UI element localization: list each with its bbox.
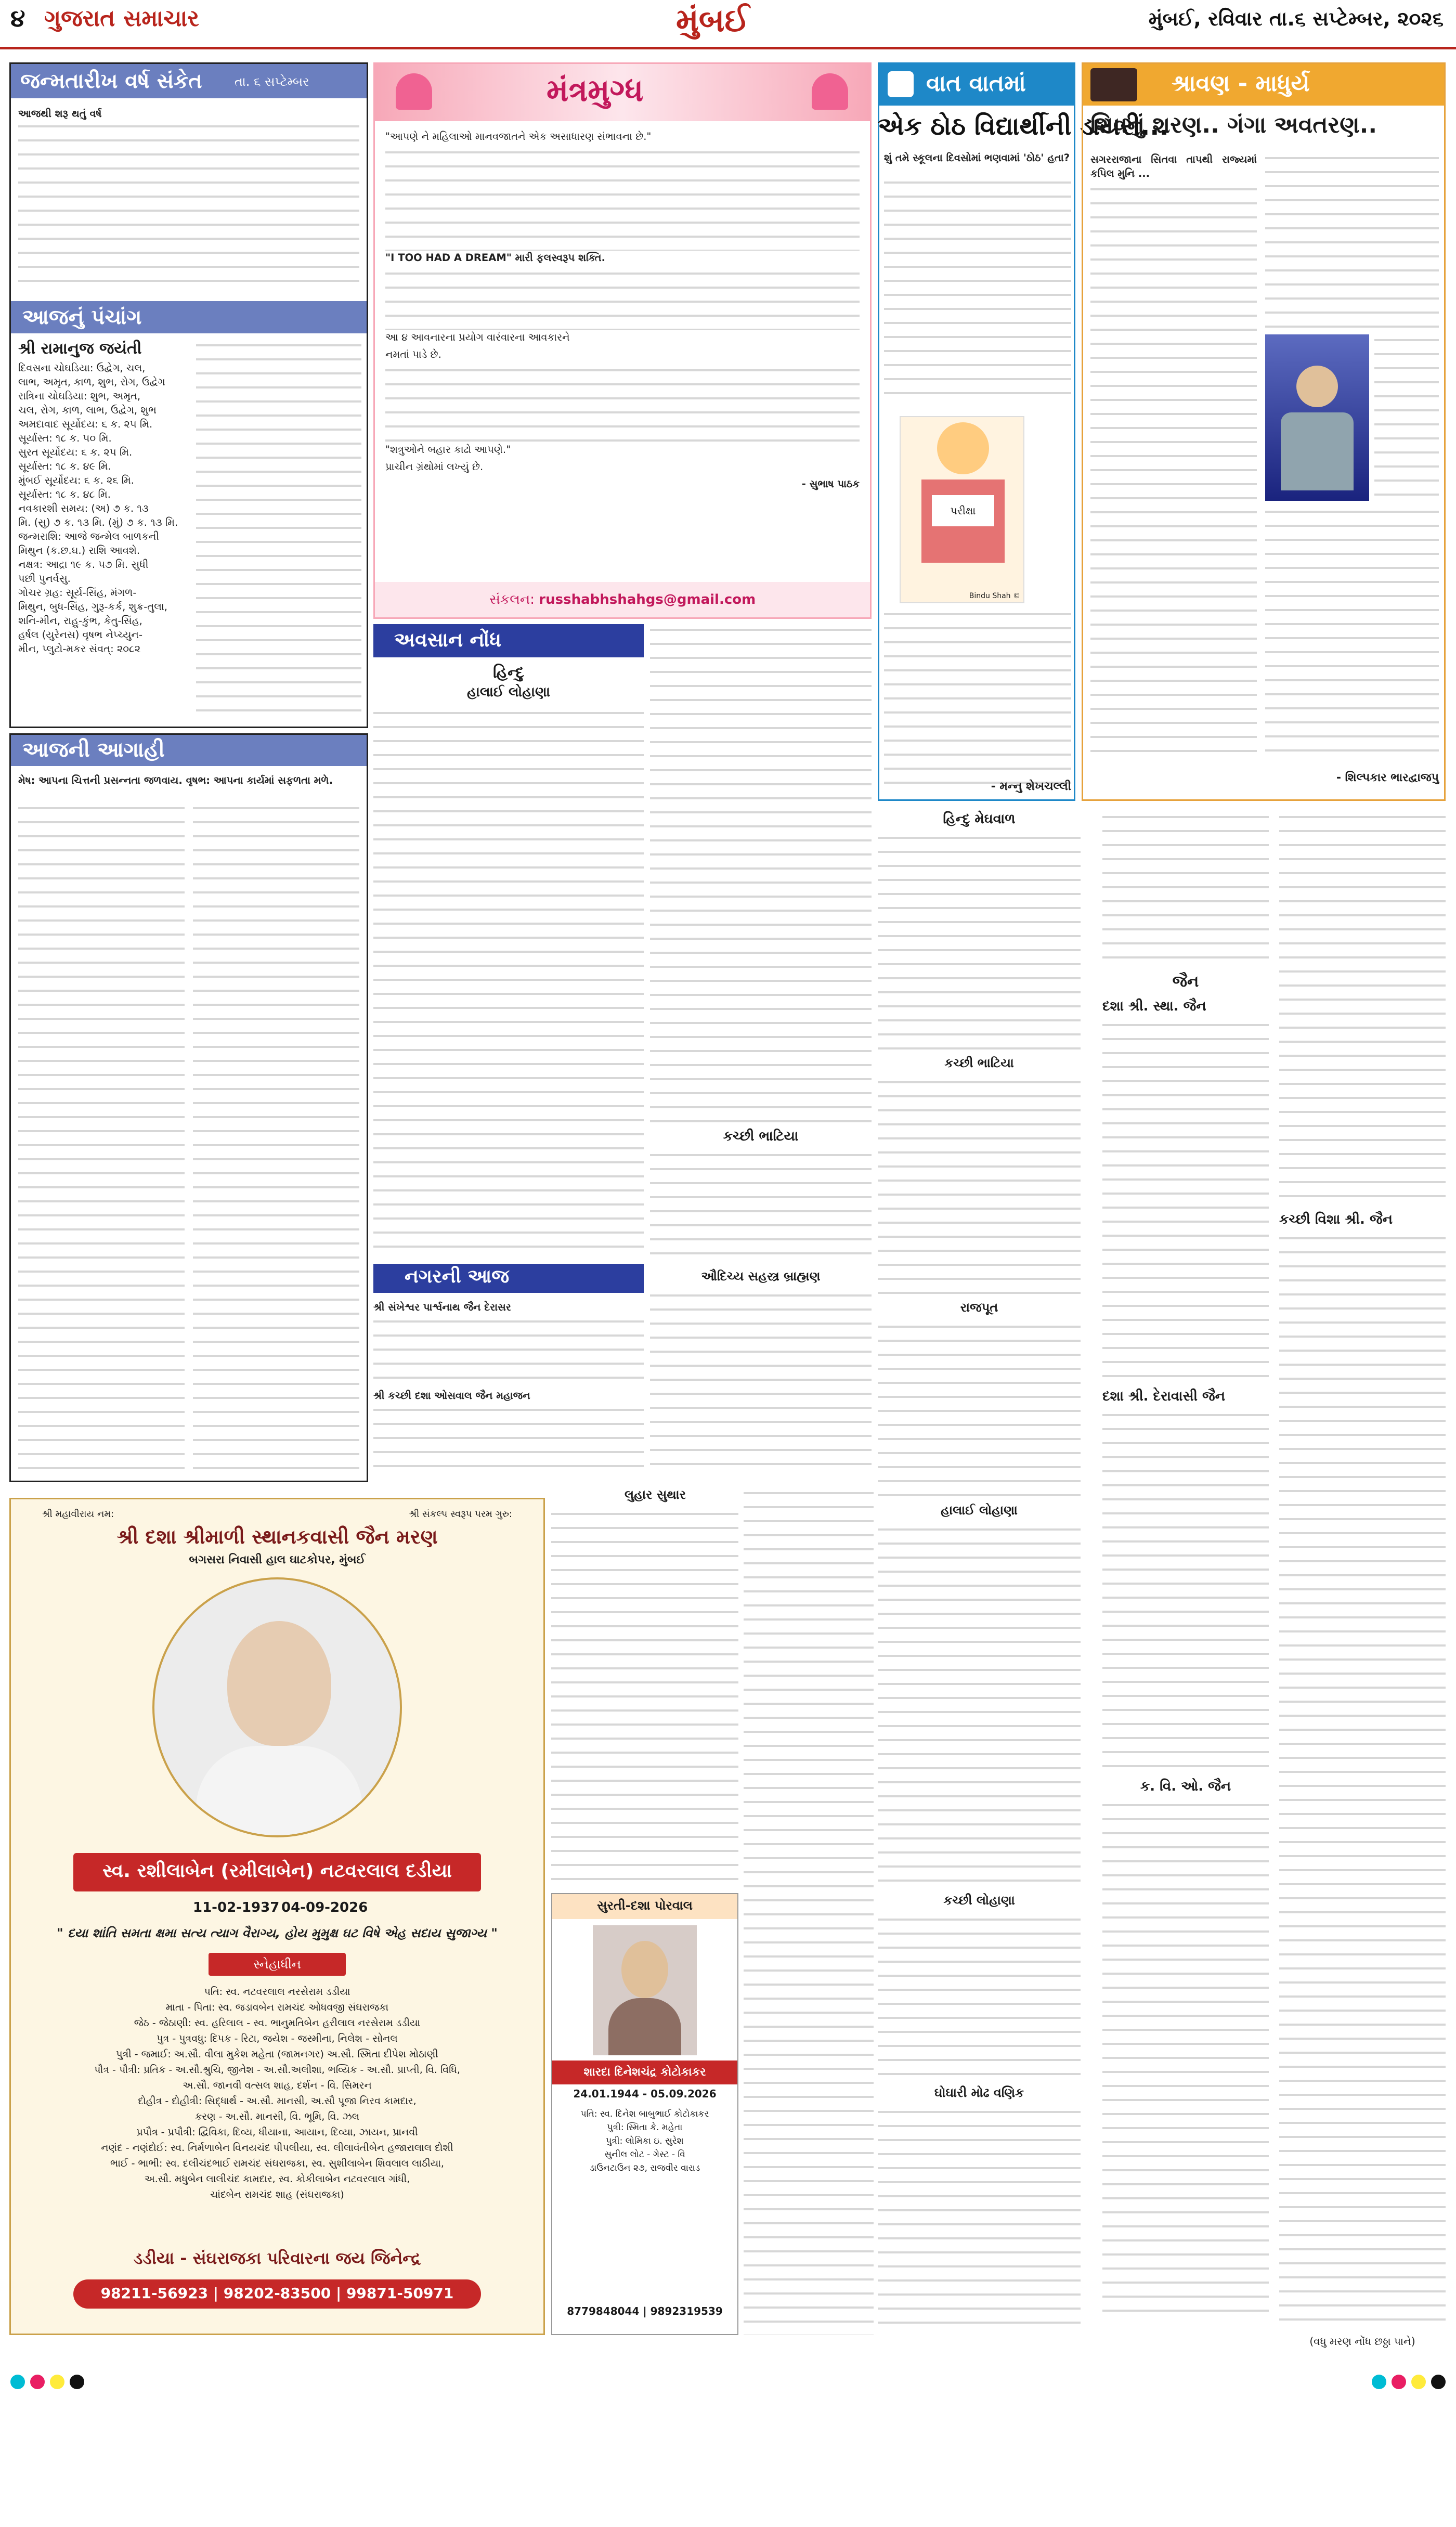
birthday-title-bar (11, 64, 367, 98)
kachhi-bhatia-label: કચ્છી ભાટિયા (944, 1056, 1014, 1070)
vat-title-bar (879, 64, 1074, 106)
mantra-text-block (385, 268, 860, 330)
memorial-phones: 98211-56923 | 98202-83500 | 99871-50971 (100, 2285, 454, 2302)
panchang-line: સૂર્યાસ્ત: ૧૮ ક. ૪૮ મિ. (18, 488, 111, 500)
illustration-credit: Bindu Shah © (969, 592, 1020, 600)
memorial-line: માતા - પિતા: સ્વ. જડાવબેન રામચંદ ઓધવજી સંઘરાજકા (165, 2002, 389, 2013)
shravan-title: શ્રાવણ - માધુર્ય (1172, 70, 1310, 97)
birthday-lead: આજથી શરૂ થતું વર્ષ (18, 108, 102, 120)
memorial-name-banner (73, 1853, 481, 1891)
surti-line: પુત્રી: લોમિકા ઇ. સુરેશ (606, 2136, 684, 2146)
memorial-box (9, 1498, 545, 2335)
jain-item: દશા શ્રી. દેરાવાસી જૈન (1102, 1389, 1225, 1404)
shravan-author: - શિલ્પકાર ભારદ્વાજપુ (1336, 771, 1439, 784)
birthday-date: તા. ૬ સપ્ટેમ્બર (235, 74, 309, 89)
memorial-line: દોહીત્ર - દોહીત્રી: સિદ્ધાર્થ - અ.સૌ. માનસી, અ.સૌ પૂજા નિરવ કામદાર, (138, 2095, 417, 2107)
panchang-row: જન્મરાશિ: આજે જન્મેલ બાળકની (18, 530, 159, 542)
surti-title-bar (552, 1894, 737, 1919)
aagahi-title: આજની આગાહી (22, 738, 165, 762)
mantra-text-block (385, 365, 860, 443)
speech-bubble-icon (888, 71, 914, 97)
panchang-line: સૂર્યાસ્ત: ૧૮ ક. ૪૯ મિ. (18, 460, 111, 472)
nagri-text (373, 1316, 644, 1383)
halai-lohana-heading: હાલાઈ લોહાણા (941, 1503, 1018, 1518)
cyan-dot-icon (10, 2375, 25, 2389)
aagahi-text-left (18, 802, 185, 1473)
kachhi-lohana-heading: કચ્છી લોહાણા (943, 1893, 1015, 1908)
shravan-text-right (1374, 334, 1439, 501)
memorial-dod: 04-09-2026 (281, 1900, 368, 1915)
aagahi-lead: મેષ: આપના ચિત્તની પ્રસન્નતા જળવાય. વૃષભ: આપના કાર્યમાં સફળતા મળે. (18, 774, 333, 786)
lotus-icon (396, 73, 432, 110)
memorial-phone-bar (73, 2279, 481, 2309)
mantra-item: પ્રાચીન ગ્રંથોમાં લખ્યું છે. (385, 461, 484, 473)
obit-text (1102, 1799, 1269, 2319)
memorial-line: પૌત્ર - પૌત્રી: પ્રતિક - અ.સૌ.શ્રુચિ, જીનેશ - અ.સૌ.અલીશા, ભવ્યિક - અ.સૌ. પ્રાપ્તી, વિ. વિધિ, (94, 2064, 460, 2076)
lotus-icon (812, 73, 848, 110)
black-dot-icon (1431, 2375, 1446, 2389)
mantra-box (373, 62, 872, 619)
magenta-dot-icon (30, 2375, 45, 2389)
panchang-line: લાભ, અમૃત, કાળ, શુભ, રોગ, ઉદ્વેગ (18, 376, 165, 388)
hindu-megwal-heading: હિન્દુ મેઘવાળ (943, 811, 1016, 827)
obit-text (878, 1321, 1081, 1498)
birthday-panchang-box (9, 62, 368, 728)
halai-label: હાલાઈ લોહાણા (466, 684, 551, 700)
panchang-line: મુંબઈ સૂર્યોદય: ૬ ક. ૨૬ મિ. (18, 474, 134, 486)
diary-illustration (900, 416, 1024, 603)
memorial-top-right: શ્રી સંકલ્પ સ્વરૂપ પરમ ગુરુ: (409, 1509, 512, 1520)
obit-text (1279, 811, 1446, 947)
panchang-line: અમદાવાદ સૂર્યોદય: ૬ ક. ૨૫ મિ. (18, 418, 153, 430)
city-title: મુંબઈ (676, 1, 750, 39)
exam-paper-label: પરીક્ષા (932, 495, 994, 526)
nagri-item: શ્રી કચ્છી દશા ઓસવાલ જૈન મહાજન (373, 1390, 530, 1402)
memorial-line: અ.સૌ. જાનવી વત્સલ શાહ, દર્શન - વિ. સિમરન (183, 2080, 372, 2091)
panchang-row: મિથુન (ક.છ.ઘ.) રાશિ આવશે. (18, 545, 140, 556)
surti-dates: 24.01.1944 - 05.09.2026 (573, 2088, 717, 2100)
mantra-item: "I TOO HAD A DREAM" મારી ફલસ્વરૂપ શક્તિ. (385, 252, 606, 264)
memorial-name: સ્વ. રશીલાબેન (રમીલાબેન) નટવરલાલ દડીયા (102, 1860, 452, 1882)
panchang-row: મીન, પ્લુટો-મકર સંવત્: ૨૦૮૨ (18, 643, 141, 655)
obit-text (878, 1077, 1081, 1295)
vat-title: વાત વાતમાં (926, 70, 1026, 97)
memorial-dob: 11-02-1937 (193, 1900, 280, 1915)
shiva-body-icon (1281, 412, 1354, 490)
obit-text (878, 832, 1081, 1051)
memorial-line: પ્રપૌત્ર - પ્રપૌત્રી: દ્વિવિકા, દિવ્ય, ધીયાના, આયાન, દિવ્યા, ઝાયન, પ્રાનવી (136, 2127, 418, 2138)
surti-lines (558, 2107, 731, 2175)
panchang-line: રાત્રિના ચોઘડિયા: શુભ, અમૃત, (18, 390, 141, 402)
jain-heading: જૈન (1172, 973, 1199, 991)
panchang-title: આજનું પંચાંગ (22, 305, 142, 329)
avsan-text (373, 707, 644, 1253)
memorial-location: બગસરા નિવાસી હાલ ઘાટકોપર, મુંબઈ (189, 1553, 366, 1566)
rajput-heading: રાજપૂત (960, 1300, 998, 1315)
aagahi-title-bar (11, 735, 367, 766)
surti-line: પતિ: સ્વ. દિનેશ બાબુભાઈ કોટોકાકર (580, 2109, 709, 2119)
obit-text (551, 1508, 738, 1888)
surti-heading: સુરતી-દશા પોરવાલ (597, 1898, 693, 1913)
obit-text (744, 1487, 874, 2335)
mantra-item: નમતાં પાડે છે. (385, 348, 441, 360)
jain-item: દશા શ્રી. સ્થા. જૈન (1102, 999, 1206, 1014)
diary-lead: શું તમે સ્કૂલના દિવસોમાં ભણવામાં 'ઠોઠ' હતા? (884, 152, 1070, 164)
obit-text (878, 1524, 1081, 1888)
memorial-quote: " દયા શાંતિ સમતા ક્ષમા સત્ય ત્યાગ વૈરાગ્ય, હોય મુમુક્ષ ઘટ વિષે એહ સદાય સુજાગ્ય " (57, 1926, 498, 1940)
jain-item: કચ્છી વિશા શ્રી. જૈન (1279, 1212, 1393, 1227)
mantra-signoff: - સુભાષ પાઠક (801, 478, 860, 490)
panchang-right-text (196, 340, 361, 719)
obit-text (1102, 1019, 1269, 1383)
panchang-line: સૂર્યાસ્ત: ૧૮ ક. ૫૦ મિ. (18, 432, 112, 444)
person-body-icon (608, 1998, 681, 2055)
nagri-item: શ્રી સંખેશ્વર પાર્શ્વનાથ જૈન દેરાસર (373, 1301, 511, 1313)
mantra-footer (375, 582, 870, 617)
panchang-line: ચલ, રોગ, કાળ, લાભ, ઉદ્વેગ, શુભ (18, 404, 157, 416)
memorial-line: પતિ: સ્વ. નટવરલાલ નરસેરામ ડડીયા (204, 1986, 350, 1998)
magenta-dot-icon (1392, 2375, 1406, 2389)
person-face-icon (621, 1941, 668, 1998)
ghoghari-modh-heading: ઘોઘારી મોઢ વણિક (934, 2085, 1024, 2100)
aagahi-box (9, 733, 368, 1482)
mantra-body (385, 129, 860, 556)
obit-text (650, 624, 872, 1123)
shravan-text-right (1265, 506, 1439, 756)
shravan-box (1082, 62, 1446, 801)
mantra-email[interactable]: russhabhshahgs@gmail.com (539, 592, 756, 607)
audichya-label: ઔદિચ્ય સહસ્ત્ર બ્રાહ્મણ (701, 1269, 821, 1284)
avsan-title: અવસાન નોંધ (394, 628, 502, 651)
bhatia-label: કચ્છી ભાટિયા (723, 1129, 799, 1144)
diary-text (884, 608, 1071, 744)
memorial-org-name: શ્રી દશા શ્રીમાળી સ્થાનકવાસી જૈન મરણ (116, 1525, 438, 1548)
surti-photo (593, 1925, 697, 2055)
avsan-title-bar (373, 624, 644, 657)
shravan-text-right (1265, 152, 1439, 329)
nagri-title-bar (373, 1264, 644, 1293)
panchang-row: શનિ-મીન, રાહુ-કુંભ, કેતુ-સિંહ, (18, 615, 142, 627)
shravan-lead: સગરરાજાના સિતવા તાપથી રાજ્યમાં કપિલ મુનિ ... (1090, 153, 1257, 179)
memorial-family: ડડીયા - સંઘરાજકા પરિવારના જય જિનેન્દ્ર (133, 2248, 421, 2268)
panchang-row: નક્ષત્ર: આદ્રા ૧૯ ક. ૫૭ મિ. સુધી (18, 559, 149, 571)
avsan-column (373, 624, 644, 1477)
surti-line: ડાઉનટાઉન ૨૭, રાજવીર વારાડ (589, 2163, 700, 2173)
temple-icon (1090, 68, 1137, 101)
panchang-line: મિ. (સુ) ૭ ક. ૧૩ મિ. (મું) ૭ ક. ૧૩ મિ. (18, 516, 178, 528)
diary-author: - મન્નુ શેખચલ્લી (991, 780, 1071, 793)
birthday-text-block (18, 121, 359, 292)
panchang-line: નવકારશી સમય: (અ) ૭ ક. ૧૩ (18, 502, 149, 514)
shravan-text-left (1090, 605, 1257, 756)
obit-text (1102, 1409, 1269, 1773)
page-number: ૪ (10, 4, 25, 32)
hindu-label: હિન્દુ (493, 664, 524, 682)
birthday-title: જન્મતારીખ વર્ષ સંકેત (20, 69, 202, 93)
nagri-text (373, 1404, 644, 1472)
birthday-body (18, 107, 359, 294)
panchang-line: સુરત સૂર્યોદય: ૬ ક. ૨૫ મિ. (18, 446, 133, 458)
obit-text (1102, 811, 1269, 967)
shravan-article-title: શિવનું શરણ.. ગંગા અવતરણ.. (1090, 112, 1377, 138)
panchang-line: દિવસના ચોઘડિયા: ઉદ્વેગ, ચલ, (18, 362, 146, 374)
panchang-heading: શ્રી રામાનુજ જયંતી (18, 340, 142, 358)
obit-text (1279, 952, 1446, 1207)
panchang-row: હર્ષલ (યુરેનસ) વૃષભ નેપ્ચ્યુન- (18, 629, 142, 641)
memorial-line: પુત્ર - પુત્રવધુ: દિપક - રિટા, જયેશ - જસ્મીના, નિલેશ - સોનલ (157, 2033, 398, 2044)
obit-text (1279, 1233, 1446, 2330)
memorial-line: કરણ - અ.સૌ. માનસી, વિ. ભૂમિ, વિ. ઝલ (194, 2111, 360, 2122)
memorial-family-list (32, 1984, 523, 2202)
mantra-item: "આપણે ને મહિલાઓ માનવજાતને એક અસાધારણ સંભાવના છે." (385, 131, 652, 142)
memorial-line: જેઠ - જેઠાણી: સ્વ. હરિલાલ - સ્વ. ભાનુમતિબેન હરીલાલ નરસેરામ ડડીયા (134, 2017, 421, 2029)
yellow-dot-icon (1411, 2375, 1426, 2389)
jain-item: ક. વિ. ઓ. જૈન (1140, 1779, 1231, 1794)
person-body-icon (196, 1746, 362, 1837)
cyan-dot-icon (1372, 2375, 1386, 2389)
surti-line: સુનીલ લોટ - ગેસ્ટ - વિ (604, 2149, 685, 2160)
mantra-title: મંત્રમુગ્ધ (547, 72, 644, 109)
memorial-line: અ.સૌ. મધુબેન લાલીચંદ કામદાર, સ્વ. કોકીલાબેન નટવરલાલ ગાંધી, (144, 2173, 410, 2185)
obit-text (650, 1290, 872, 1472)
shiva-image (1265, 334, 1369, 501)
memorial-top-left: શ્રી મહાવીરાય નમ: (42, 1509, 114, 1520)
panchang-left-col (18, 340, 190, 724)
surti-name: શારદા દિનેશચંદ્ર કોટોકાકર (552, 2061, 737, 2084)
shravan-text-left (1090, 184, 1257, 600)
obit-text (878, 1914, 1081, 2080)
memorial-line: ચાંદબેન રામચંદ શાહ (સંઘરાજકા) (210, 2189, 344, 2200)
panchang-title-bar (11, 301, 367, 333)
boy-face-icon (937, 422, 989, 474)
surti-card (551, 1893, 738, 2335)
mantra-item: "શત્રુઓને બહાર કાઢો આપણે." (385, 444, 511, 456)
panchang-row: પછી પુનર્વસુ. (18, 573, 71, 585)
date-line: મુંબઈ, રવિવાર તા.૬ સપ્ટેમ્બર, ૨૦૨૬ (1148, 7, 1444, 30)
surti-line: પુત્રી: સ્મિતા કે. મહેતા (607, 2122, 683, 2133)
panchang-row: મિથુન, બુધ-સિંહ, ગુરૂ-કર્ક, શુક્ર-તુલા, (18, 601, 167, 613)
surti-phone: 8779848044 | 9892319539 (567, 2305, 723, 2317)
mantra-title-bar (375, 64, 870, 121)
page-header (0, 0, 1456, 49)
continued-note: (વધુ મરણ નોંધ છઠ્ઠા પાને) (1309, 2335, 1415, 2348)
memorial-snehadhin: સ્નેહાધીન (209, 1953, 346, 1976)
shiva-face-icon (1296, 366, 1338, 407)
mantra-item: આ ૪ આવનારના પ્રયોગ વારંવારના આવકારને (385, 331, 570, 343)
nagri-title: નગરની આજ (405, 1266, 510, 1287)
newspaper-name: ગુજરાત સમાચાર (44, 5, 199, 32)
footer-registration-strip (0, 2372, 1456, 2392)
luhar-suthar-heading: લુહાર સુથાર (625, 1487, 686, 1502)
memorial-line: નણંદ - નણંદોઈ: સ્વ. નિર્મળાબેન વિનયચંદ પીપલીયા, સ્વ. લીલાવંતીબેન હજારાલાલ દોશી (101, 2142, 453, 2154)
memorial-line: ભાઈ - ભાભી: સ્વ. દલીચંદભાઈ રામચંદ સંઘરાજકા, સ્વ. સુશીલાબેન શિવલાલ લાઠીયા, (110, 2158, 444, 2169)
diary-title: એક ઠોઠ વિદ્યાર્થીની ડાયરી... (878, 112, 1169, 141)
yellow-dot-icon (50, 2375, 64, 2389)
mantra-compiled-label: સંકલન: (489, 592, 535, 607)
mantra-text-block (385, 147, 860, 251)
panchang-row: ગોચર ગ્રહ: સૂર્ય-સિંહ, મંગળ- (18, 587, 137, 599)
memorial-photo (152, 1577, 402, 1837)
person-face-icon (227, 1621, 331, 1746)
shravan-title-bar (1083, 64, 1444, 106)
obit-column-2 (650, 624, 872, 1477)
obit-text (650, 1149, 872, 1264)
memorial-line: પુત્રી - જમાઈ: અ.સૌ. વીલા મુકેશ મહેતા (જામનગર) અ.સૌ. સ્મિતા દીપેશ મોઠાણી (116, 2049, 438, 2060)
obit-text (878, 2106, 1081, 2335)
black-dot-icon (70, 2375, 84, 2389)
aagahi-text-right (193, 802, 359, 1473)
diary-text (884, 177, 1071, 406)
